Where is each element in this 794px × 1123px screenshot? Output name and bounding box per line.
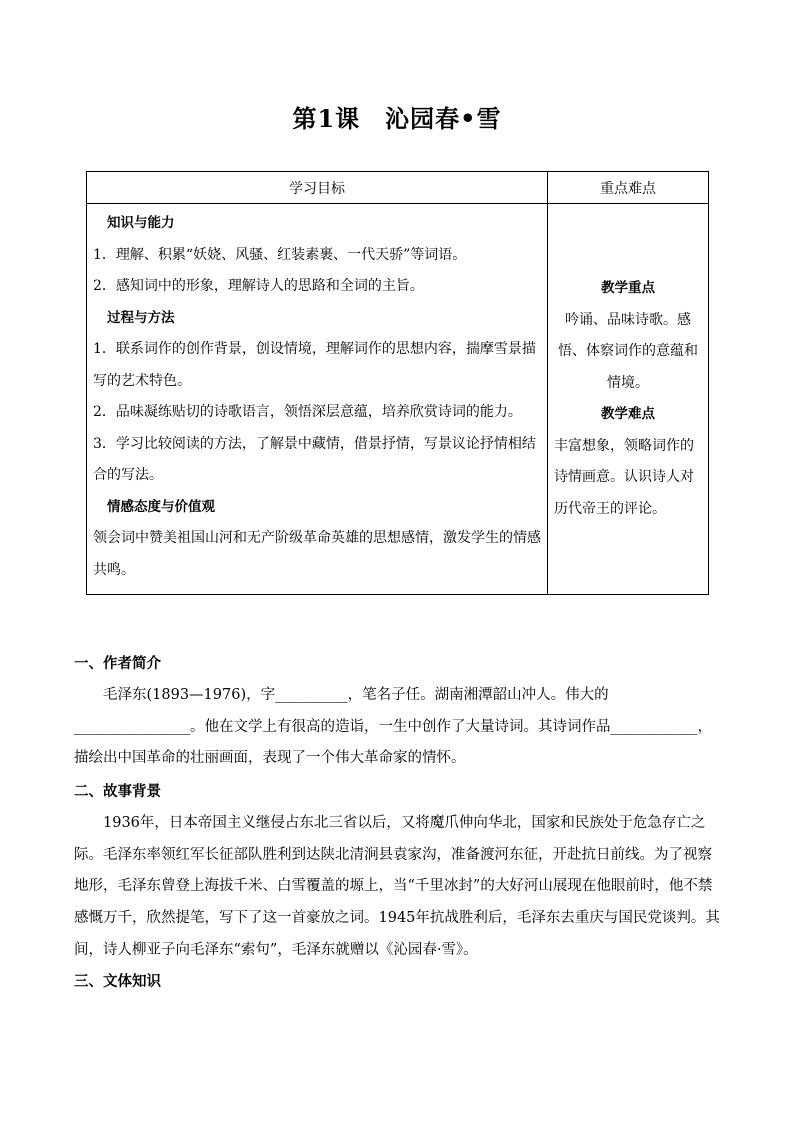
story-paragraph: 1936年，日本帝国主义继侵占东北三省以后，又将魔爪伸向华北，国家和民族处于危急存亡之际。毛泽东率领红军长征部队胜利到达陕北清涧县袁家沟，准备渡河东征，开赴抗日前线。为了视察地形，毛泽东曾登上海拔千米、白雪覆盖的塬上，当“千里冰封”的大好河山展现在他眼前时，他不禁感慨万千，欣然提笔，写下了这一首豪放之词。1945年抗战胜利后，毛泽东去重庆与国民党谈判。其间，诗人柳亚子向毛泽东“索句”，毛泽东就赠以《沁园春·雪》。	[74, 814, 720, 958]
goal-heading-knowledge: 知识与能力	[107, 215, 175, 231]
goal-heading-process: 过程与方法	[107, 309, 175, 326]
objectives-table	[86, 171, 709, 595]
goal-heading-emotion: 情感态度与价值观	[107, 498, 215, 515]
goal-line: 3．学习比较阅读的方法，了解景中藏情，借景抒情，写景议论抒情相结合的写法。	[93, 435, 536, 483]
goal-line: 2．感知词中的形象，理解诗人的思路和全词的主旨。	[93, 278, 424, 294]
author-section	[74, 648, 724, 775]
key-heading-difficulty: 教学难点	[601, 406, 655, 422]
key-text-difficulty: 丰富想象，领略词作的诗情画意。认识诗人对历代帝王的评论。	[554, 437, 694, 517]
story-heading: 二、故事背景	[74, 783, 161, 800]
page-title: 第1课 沁园春•雪	[292, 104, 502, 133]
key-points-cell	[548, 204, 709, 595]
goal-line: 1．联系词作的创作背景，创设情境，理解词作的思想内容，揣摩雪景描写的艺术特色。	[93, 341, 536, 389]
learning-goals-cell	[87, 204, 548, 595]
header-learning-goals: 学习目标	[87, 172, 548, 204]
goal-line: 2．品味凝练贴切的诗歌语言，领悟深层意蕴，培养欣赏诗词的能力。	[93, 404, 522, 420]
key-heading-focus: 教学重点	[601, 280, 655, 296]
goal-line: 领会词中赞美祖国山河和无产阶级革命英雄的思想感情，激发学生的情感共鸣。	[93, 530, 541, 578]
genre-heading: 三、文体知识	[74, 973, 161, 990]
author-paragraph: 毛泽东(1893—1976)，字__________，笔名子任。湖南湘潭韶山冲人。伟大的________________。他在文学上有很高的造诣，一生中创作了大量诗词。其诗词作品____________，描绘出中国革命的壮丽画面，表现了一个伟大革命家的情怀。	[74, 686, 712, 767]
header-key-points: 重点难点	[548, 172, 709, 204]
key-text-focus: 吟诵、品味诗歌。感悟、体察词作的意蕴和情境。	[558, 311, 698, 391]
goal-line: 1．理解、积累“妖娆、风骚、红装素裹、一代天骄”等词语。	[93, 246, 467, 263]
author-heading: 一、作者简介	[74, 655, 161, 672]
story-section	[74, 776, 724, 967]
genre-section	[74, 966, 724, 998]
